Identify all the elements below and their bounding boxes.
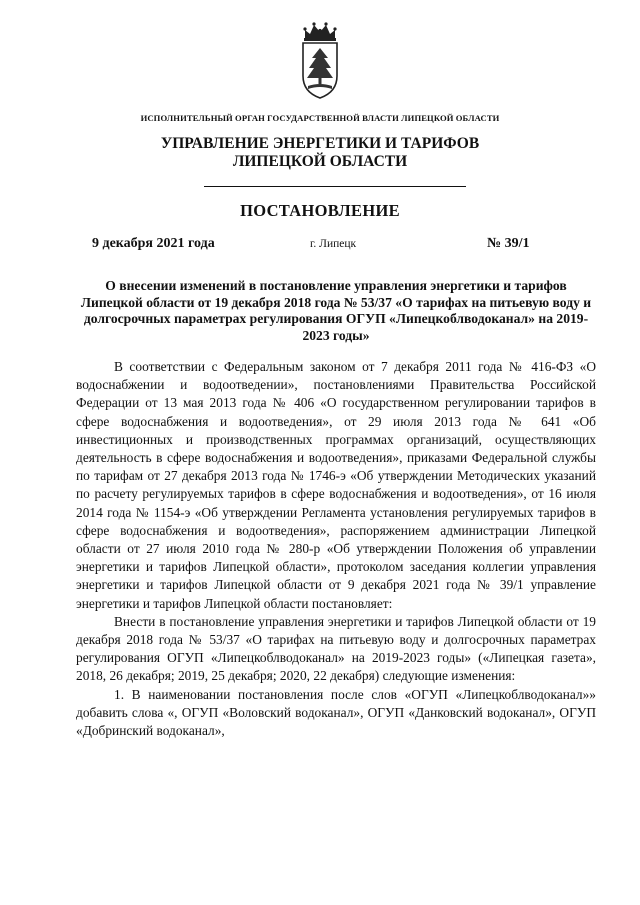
paragraph-item-1: 1. В наименовании постановления после слов «ОГУП «Липецкоблводоканал»» добавить слова «, ОГУП «Воловский водоканал», ОГУП «Данковский водоканал», ОГУП «Добринский водоканал», (76, 686, 596, 739)
document-city: г. Липецк (310, 238, 357, 250)
document-meta (0, 236, 640, 256)
issuing-authority: ИСПОЛНИТЕЛЬНЫЙ ОРГАН ГОСУДАРСТВЕННОЙ ВЛАСТИ ЛИПЕЦКОЙ ОБЛАСТИ (140, 113, 500, 123)
department-title-line-1: УПРАВЛЕНИЕ ЭНЕРГЕТИКИ И ТАРИФОВ (160, 135, 480, 152)
document-body (76, 358, 596, 740)
document-type: ПОСТАНОВЛЕНИЕ (240, 201, 400, 220)
coat-of-arms-icon (297, 18, 343, 100)
department-title (60, 135, 580, 171)
paragraph-amendment: Внести в постановление управления энергетики и тарифов Липецкой области от 19 декабря 2018 года № 53/37 «О тарифах на питьевую воду и долгосрочных параметрах регулирования ОГУП «Липецкоблводоканал» на 2019-2023 годы» («Липецкая газета», 2018, 26 декабря; 2019, 25 декабря; 2020, 22 декабря) следующие изменения: (76, 613, 596, 684)
document-subject: О внесении изменений в постановление управления энергетики и тарифов Липецкой области от 19 декабря 2018 года № 53/37 «О тарифах на питьевую воду и долгосрочных параметрах регулирования ОГУП «Липецкоблводоканал» на 2019-2023 годы» (80, 278, 592, 343)
document-date: 9 декабря 2021 года (92, 236, 215, 251)
title-divider (204, 186, 466, 187)
document-number: № 39/1 (487, 236, 530, 251)
department-title-line-2: ЛИПЕЦКОЙ ОБЛАСТИ (232, 153, 408, 170)
paragraph-legal-basis: В соответствии с Федеральным законом от 7 декабря 2011 года № 416-ФЗ «О водоснабжении и водоотведении», постановлениями Правительства Российской Федерации от 13 мая 2013 года № 406 «О государственном регулировании тарифов в сфере водоснабжения и водоотведения», от 29 июля 2013 года № 641 «Об инвестиционных и производственных программах организаций, осуществляющих деятельность в сфере водоснабжения и водоотведения», приказами Федеральной службы по тарифам от 27 декабря 2013 года № 1746-э «Об утверждении Методических указаний по расчету регулируемых тарифов в сфере водоснабжения и водоотведения», от 16 июля 2014 года № 1154-э «Об утверждении Регламента установления регулируемых тарифов в сфере водоснабжения и водоотведения», распоряжением администрации Липецкой области от 27 июля 2010 года № 280-р «Об утверждении Положения об управлении энергетики и тарифов Липецкой области», протоколом заседания коллегии управления энергетики и тарифов Липецкой области от 9 декабря 2021 года № 39/1 управление энергетики и тарифов Липецкой области постановляет: (76, 359, 596, 611)
